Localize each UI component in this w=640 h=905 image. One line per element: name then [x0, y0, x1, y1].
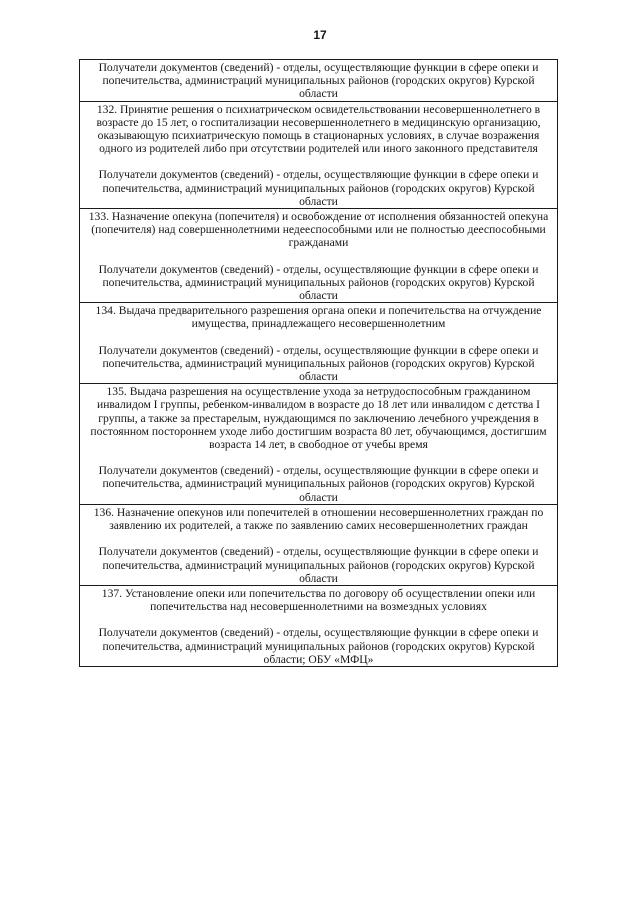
service-heading-133: 133. Назначение опекуна (попечителя) и освобождение от исполнения обязанностей опекуна (попечителя) над совершеннолетними недееспособными или не полностью дееспособными гражданами	[88, 210, 549, 250]
table-cell-item-133	[80, 209, 558, 303]
table-cell-item-136	[80, 504, 558, 585]
spacer	[86, 532, 551, 545]
table-cell-item-132	[80, 101, 558, 208]
table-cell-item-135	[80, 384, 558, 505]
table-row	[80, 60, 558, 102]
services-table	[79, 59, 558, 667]
service-heading-136: 136. Назначение опекунов или попечителей в отношении несовершеннолетних граждан по заявлению их родителей, а также по заявлению самих несовершеннолетних граждан	[93, 505, 544, 533]
recipients-text: Получатели документов (сведений) - отделы, осуществляющие функции в сфере опеки и попечительства, администраций муниципальных районов (городских округов) Курской области	[98, 168, 539, 208]
recipients-text: Получатели документов (сведений) - отделы, осуществляющие функции в сфере опеки и попечительства, администраций муниципальных районов (городских округов) Курской области	[98, 343, 539, 384]
spacer	[86, 613, 551, 626]
spacer	[86, 155, 551, 168]
table-row	[80, 101, 558, 208]
recipients-text: Получатели документов (сведений) - отделы, осуществляющие функции в сфере опеки и попечительства, администраций муниципальных районов (городских округов) Курской области	[98, 61, 539, 101]
table-cell-item-134	[80, 303, 558, 384]
table-cell-item-137	[80, 585, 558, 666]
service-heading-134: 134. Выдача предварительного разрешения органа опеки и попечительства на отчуждение имущества, принадлежащего несовершеннолетним	[95, 304, 542, 331]
table-row	[80, 585, 558, 666]
service-heading-132: 132. Принятие решения о психиатрическом освидетельствовании несовершеннолетнего в возрасте до 15 лет, о госпитализации несовершеннолетнего в медицинскую организацию, оказывающую психиатрическую помощь в стационарных условиях, в случае возражения одного из родителей либо при отсутствии родителей или иного законного представителя	[96, 102, 541, 156]
table-row	[80, 303, 558, 384]
table-row	[80, 504, 558, 585]
recipients-text: Получатели документов (сведений) - отделы, осуществляющие функции в сфере опеки и попечительства, администраций муниципальных районов (городских округов) Курской области	[98, 262, 539, 303]
spacer	[86, 331, 551, 344]
recipients-text: Получатели документов (сведений) - отделы, осуществляющие функции в сфере опеки и попечительства, администраций муниципальных районов (городских округов) Курской области	[98, 464, 539, 504]
table-row	[80, 209, 558, 303]
spacer	[86, 451, 551, 464]
service-heading-137: 137. Установление опеки или попечительства по договору об осуществлении опеки или попечительства над несовершеннолетними на возмездных условиях	[101, 586, 536, 614]
service-heading-135: 135. Выдача разрешения на осуществление ухода за нетрудоспособным гражданином инвалидом I группы, ребенком-инвалидом в возрасте до 18 лет или инвалидом с детства I группы, а также за престарелым, нуждающимся по заключению лечебного учреждения в постоянном постороннем уходе либо достигшим возраста 80 лет, обучающимся, достигшим возраста 14 лет, в свободное от учебы время	[90, 385, 547, 452]
page-number: 17	[313, 28, 327, 42]
recipients-text: Получатели документов (сведений) - отделы, осуществляющие функции в сфере опеки и попечительства, администраций муниципальных районов (городских округов) Курской области; ОБУ «МФЦ»	[98, 626, 539, 666]
table-cell-recipients-top	[80, 60, 558, 102]
table-row	[80, 384, 558, 505]
spacer	[86, 250, 551, 263]
recipients-text: Получатели документов (сведений) - отделы, осуществляющие функции в сфере опеки и попечительства, администраций муниципальных районов (городских округов) Курской области	[98, 545, 539, 585]
